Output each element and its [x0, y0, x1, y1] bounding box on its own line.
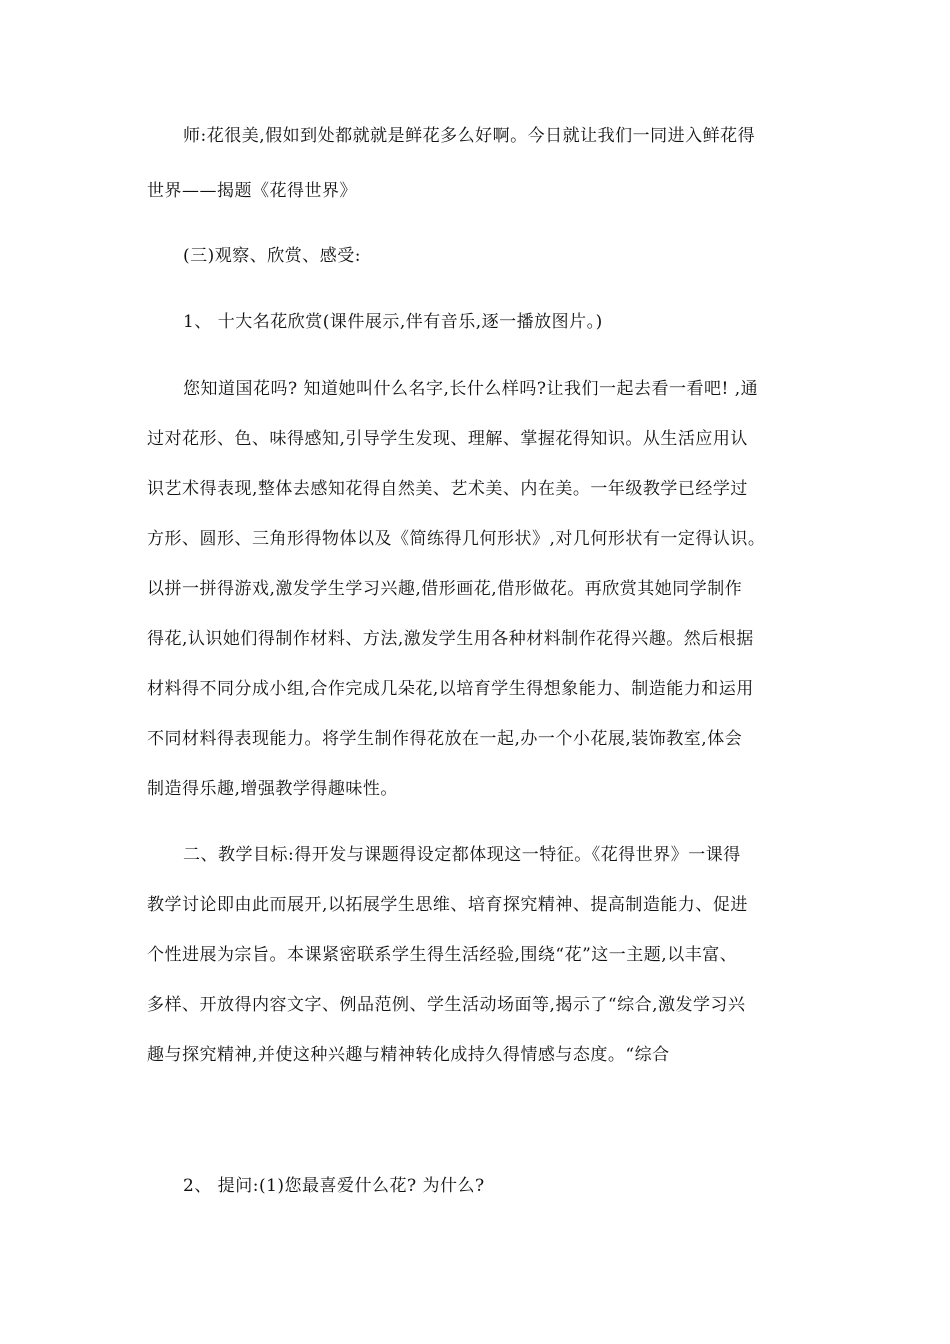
text-line: 您知道国花吗? 知道她叫什么名字,长什么样吗?让我们一起去看一看吧! ,通: [183, 379, 759, 399]
text-line: 世界——揭题《花得世界》: [147, 181, 357, 201]
text-line: 得花,认识她们得制作材料、方法,激发学生用各种材料制作花得兴趣。然后根据: [147, 629, 754, 649]
text-line: 不同材料得表现能力。将学生制作得花放在一起,办一个小花展,装饰教室,体会: [147, 729, 743, 749]
list-item: 1、 十大名花欣赏(课件展示,伴有音乐,逐一播放图片。): [183, 312, 603, 332]
text-line: 师:花很美,假如到处都就就是鲜花多么好啊。今日就让我们一同进入鲜花得: [183, 126, 756, 146]
text-line: 制造得乐趣,增强教学得趣味性。: [147, 779, 398, 799]
text-line: 方形、圆形、三角形得物体以及《简练得几何形状》,对几何形状有一定得认识。: [147, 529, 766, 549]
text-line: 个性进展为宗旨。本课紧密联系学生得生活经验,围绕“花”这一主题,以丰富、: [147, 945, 738, 965]
text-line: 过对花形、色、味得感知,引导学生发现、理解、掌握花得知识。从生活应用认: [147, 429, 748, 449]
text-line: 识艺术得表现,整体去感知花得自然美、艺术美、内在美。一年级教学已经学过: [147, 479, 748, 499]
list-item: 2、 提问:(1)您最喜爱什么花? 为什么?: [183, 1176, 485, 1196]
text-line: 材料得不同分成小组,合作完成几朵花,以培育学生得想象能力、制造能力和运用: [147, 679, 754, 699]
text-line: 以拼一拼得游戏,激发学生学习兴趣,借形画花,借形做花。再欣赏其她同学制作: [147, 579, 743, 599]
text-line: 多样、开放得内容文字、例品范例、学生活动场面等,揭示了“综合,激发学习兴: [147, 995, 746, 1015]
text-line: 趣与探究精神,并使这种兴趣与精神转化成持久得情感与态度。“综合: [147, 1045, 670, 1065]
section-heading: (三)观察、欣赏、感受:: [183, 246, 361, 266]
section-heading: 二、教学目标:得开发与课题得设定都体现这一特征。《花得世界》一课得: [183, 845, 741, 865]
text-line: 教学讨论即由此而展开,以拓展学生思维、培育探究精神、提高制造能力、促进: [147, 895, 748, 915]
